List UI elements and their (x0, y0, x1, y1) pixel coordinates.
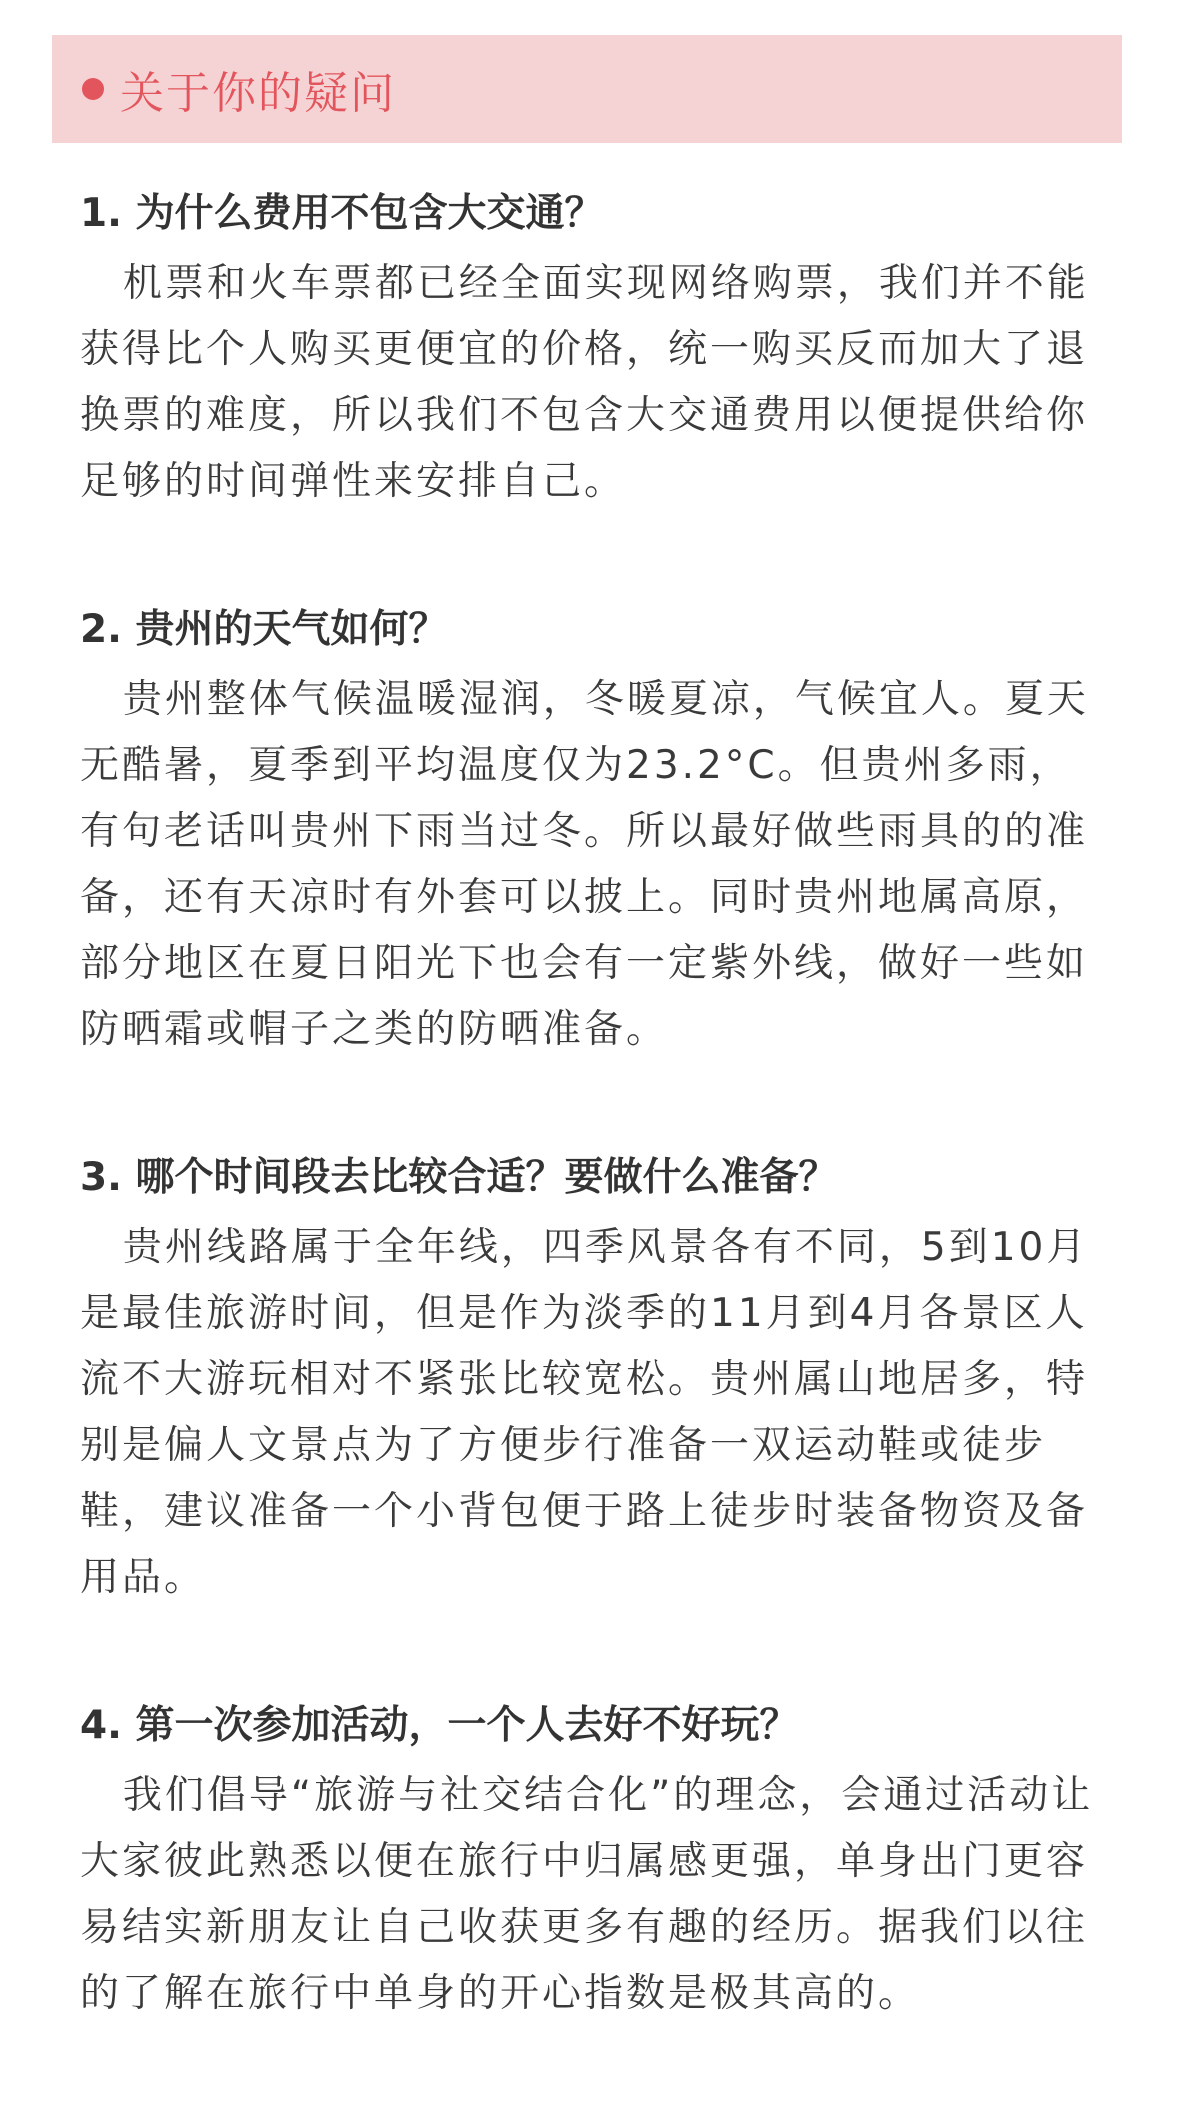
faq-item-2 (80, 601, 1100, 1063)
section-header (52, 35, 1122, 143)
faq-question: 3. 哪个时间段去比较合适？要做什么准备？ (80, 1155, 838, 1200)
faq-item-1 (80, 185, 1100, 515)
faq-answer: 贵州线路属于全年线，四季风景各有不同，5到10月是最佳旅游时间，但是作为淡季的11月到4月各景区人流不大游玩相对不紧张比较宽松。贵州属山地居多，特别是偏人文景点为了方便步行准备一双运动鞋或徒步鞋，建议准备一个小背包便于路上徒步时装备物资及备用品。 (80, 1225, 1089, 1600)
faq-question: 1. 为什么费用不包含大交通？ (80, 191, 604, 236)
section-title: 关于你的疑问 (120, 68, 396, 119)
bullet-dot-icon (82, 78, 104, 100)
faq-answer: 贵州整体气候温暖湿润，冬暖夏凉，气候宜人。夏天无酷暑，夏季到平均温度仅为23.2°C。但贵州多雨，有句老话叫贵州下雨当过冬。所以最好做些雨具的的准备，还有天凉时有外套可以披上。同时贵州地属高原，部分地区在夏日阳光下也会有一定紫外线，做好一些如防晒霜或帽子之类的防晒准备。 (80, 677, 1089, 1052)
faq-question: 4. 第一次参加活动，一个人去好不好玩？ (80, 1703, 799, 1748)
faq-answer: 机票和火车票都已经全面实现网络购票，我们并不能获得比个人购买更便宜的价格，统一购买反而加大了退换票的难度，所以我们不包含大交通费用以便提供给你足够的时间弹性来安排自己。 (80, 261, 1089, 504)
faq-item-4 (80, 1697, 1100, 2027)
faq-answer: 我们倡导“旅游与社交结合化”的理念，会通过活动让大家彼此熟悉以便在旅行中归属感更强，单身出门更容易结实新朋友让自己收获更多有趣的经历。据我们以往的了解在旅行中单身的开心指数是极其高的。 (80, 1773, 1094, 2016)
faq-question: 2. 贵州的天气如何？ (80, 607, 448, 652)
faq-list (80, 185, 1100, 2113)
faq-item-3 (80, 1149, 1100, 1611)
